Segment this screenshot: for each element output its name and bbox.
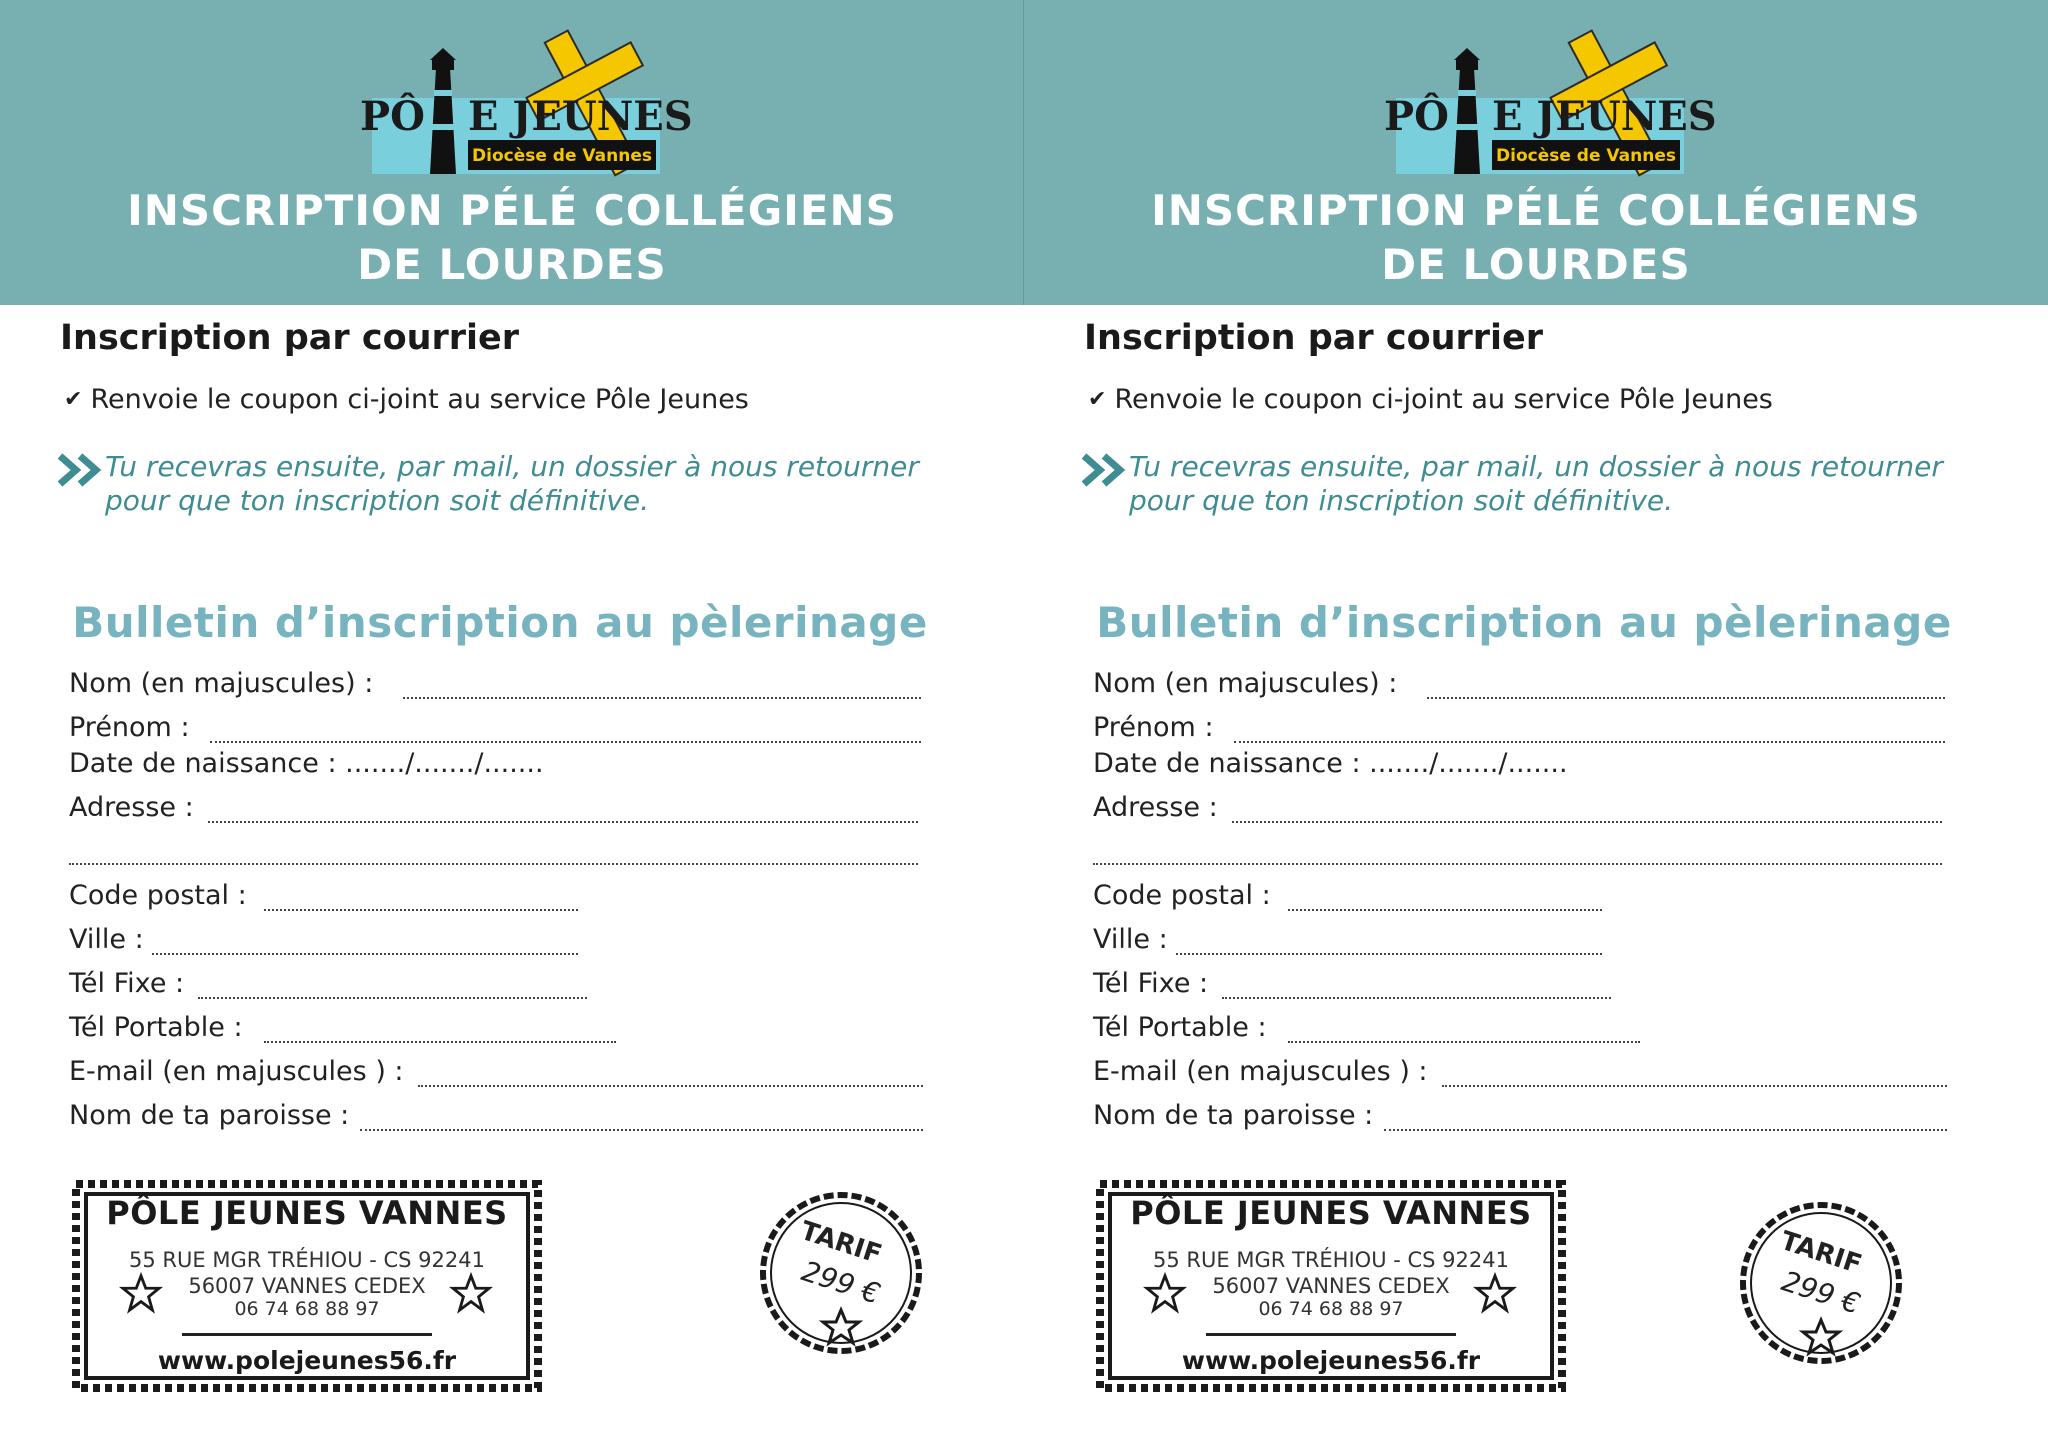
info-line-2: pour que ton inscription soit définitive. xyxy=(1129,484,1674,517)
prenom-field[interactable] xyxy=(210,741,921,743)
nom-field[interactable] xyxy=(1427,697,1945,699)
logo-text-jeunes: E JEUNES xyxy=(468,93,693,140)
stamp-divider xyxy=(182,1333,432,1336)
email-label: E-mail (en majuscules ) : xyxy=(69,1056,404,1087)
lighthouse-icon xyxy=(1454,48,1480,174)
bulletin-title: Bulletin d’inscription au pèlerinage xyxy=(1096,598,1952,647)
email-label: E-mail (en majuscules ) : xyxy=(1093,1056,1428,1087)
star-icon xyxy=(823,1310,859,1343)
logo-text-jeunes: E JEUNES xyxy=(1492,93,1717,140)
check-text: Renvoie le coupon ci-joint au service Pôle Jeunes xyxy=(1114,384,1773,415)
info-line-1: Tu recevras ensuite, par mail, un dossier à nous retourner xyxy=(1129,450,1943,483)
stamp-phone: 06 74 68 88 97 xyxy=(1258,1298,1404,1320)
stamp-divider xyxy=(1206,1333,1456,1336)
code-postal-field[interactable] xyxy=(1288,909,1602,911)
prenom-field[interactable] xyxy=(1234,741,1945,743)
tel-portable-field[interactable] xyxy=(264,1041,616,1043)
courrier-heading: Inscription par courrier xyxy=(60,318,520,358)
logo-subtitle: Diocèse de Vannes xyxy=(472,146,652,166)
stamp-address-line-2: 56007 VANNES CEDEX xyxy=(188,1274,426,1298)
coupon-header xyxy=(1024,0,2048,305)
stamp-phone: 06 74 68 88 97 xyxy=(234,1298,380,1320)
bulletin-title: Bulletin d’inscription au pèlerinage xyxy=(72,598,928,647)
adresse-field[interactable] xyxy=(1232,821,1942,823)
stamp-address-line-2: 56007 VANNES CEDEX xyxy=(1212,1274,1450,1298)
nom-field[interactable] xyxy=(403,697,921,699)
adresse-label: Adresse : xyxy=(1093,792,1218,823)
adresse-field-line-2[interactable] xyxy=(69,863,918,865)
prenom-label: Prénom : xyxy=(69,712,190,743)
adresse-field[interactable] xyxy=(208,821,918,823)
page-title xyxy=(0,184,1024,292)
page-title xyxy=(1024,184,2048,292)
tel-portable-label: Tél Portable : xyxy=(69,1012,243,1043)
email-field[interactable] xyxy=(1442,1085,1947,1087)
star-icon xyxy=(122,1274,160,1312)
info-note xyxy=(105,450,985,518)
stamp-website[interactable]: www.polejeunes56.fr xyxy=(1181,1346,1481,1375)
tarif-label: TARIF xyxy=(1776,1225,1866,1281)
nom-label: Nom (en majuscules) : xyxy=(1093,668,1398,699)
tel-fixe-label: Tél Fixe : xyxy=(69,968,185,999)
ville-label: Ville : xyxy=(69,924,144,955)
tel-portable-field[interactable] xyxy=(1288,1041,1640,1043)
paroisse-label: Nom de ta paroisse : xyxy=(69,1100,350,1131)
check-text: Renvoie le coupon ci-joint au service Pôle Jeunes xyxy=(90,384,749,415)
paroisse-field[interactable] xyxy=(360,1129,923,1131)
stamp-title: PÔLE JEUNES VANNES xyxy=(106,1194,508,1232)
stamp-title: PÔLE JEUNES VANNES xyxy=(1130,1194,1532,1232)
check-instruction xyxy=(64,384,749,415)
code-postal-field[interactable] xyxy=(264,909,578,911)
double-chevron-icon xyxy=(56,452,108,488)
check-icon: ✔ xyxy=(1088,387,1107,412)
stamp-website[interactable]: www.polejeunes56.fr xyxy=(157,1346,457,1375)
star-icon xyxy=(1803,1320,1839,1353)
courrier-heading: Inscription par courrier xyxy=(1084,318,1544,358)
title-line-2: DE LOURDES xyxy=(1381,240,1691,289)
email-field[interactable] xyxy=(418,1085,923,1087)
code-postal-label: Code postal : xyxy=(69,880,247,911)
stamp-address-line-1: 55 RUE MGR TRÉHIOU - CS 92241 xyxy=(129,1248,485,1272)
address-stamp xyxy=(72,1180,542,1392)
pole-jeunes-logo xyxy=(1384,28,1717,178)
code-postal-label: Code postal : xyxy=(1093,880,1271,911)
paroisse-label: Nom de ta paroisse : xyxy=(1093,1100,1374,1131)
pole-jeunes-logo xyxy=(360,28,693,178)
check-instruction xyxy=(1088,384,1773,415)
logo-subtitle: Diocèse de Vannes xyxy=(1496,146,1676,166)
ville-field[interactable] xyxy=(152,953,578,955)
tel-fixe-label: Tél Fixe : xyxy=(1093,968,1209,999)
naissance-field[interactable]: Date de naissance : ......./......./....... xyxy=(1093,748,1568,779)
ville-field[interactable] xyxy=(1176,953,1602,955)
paroisse-field[interactable] xyxy=(1384,1129,1947,1131)
nom-label: Nom (en majuscules) : xyxy=(69,668,374,699)
stamp-address-line-1: 55 RUE MGR TRÉHIOU - CS 92241 xyxy=(1153,1248,1509,1272)
coupon-header xyxy=(0,0,1024,305)
logo-text-po: PÔ xyxy=(1384,93,1449,140)
tel-portable-label: Tél Portable : xyxy=(1093,1012,1267,1043)
registration-coupon-right xyxy=(1024,0,2048,1453)
star-icon xyxy=(1476,1274,1514,1312)
logo-text-po: PÔ xyxy=(360,93,425,140)
star-icon xyxy=(452,1274,490,1312)
adresse-label: Adresse : xyxy=(69,792,194,823)
info-line-1: Tu recevras ensuite, par mail, un dossier à nous retourner xyxy=(105,450,919,483)
tarif-price: 299 € xyxy=(1777,1264,1865,1321)
double-chevron-icon xyxy=(1080,452,1132,488)
tarif-price: 299 € xyxy=(797,1254,885,1311)
check-icon: ✔ xyxy=(64,387,83,412)
tarif-badge xyxy=(756,1188,926,1358)
star-icon xyxy=(1146,1274,1184,1312)
title-line-1: INSCRIPTION PÉLÉ COLLÉGIENS xyxy=(1151,186,1921,235)
info-line-2: pour que ton inscription soit définitive. xyxy=(105,484,650,517)
ville-label: Ville : xyxy=(1093,924,1168,955)
tel-fixe-field[interactable] xyxy=(198,997,587,999)
title-line-2: DE LOURDES xyxy=(357,240,667,289)
prenom-label: Prénom : xyxy=(1093,712,1214,743)
info-note xyxy=(1129,450,2009,518)
naissance-field[interactable]: Date de naissance : ......./......./....... xyxy=(69,748,544,779)
address-stamp xyxy=(1096,1180,1566,1392)
tarif-label: TARIF xyxy=(796,1215,886,1271)
tarif-badge xyxy=(1736,1198,1906,1368)
title-line-1: INSCRIPTION PÉLÉ COLLÉGIENS xyxy=(127,186,897,235)
lighthouse-icon xyxy=(430,48,456,174)
adresse-field-line-2[interactable] xyxy=(1093,863,1942,865)
tel-fixe-field[interactable] xyxy=(1222,997,1611,999)
